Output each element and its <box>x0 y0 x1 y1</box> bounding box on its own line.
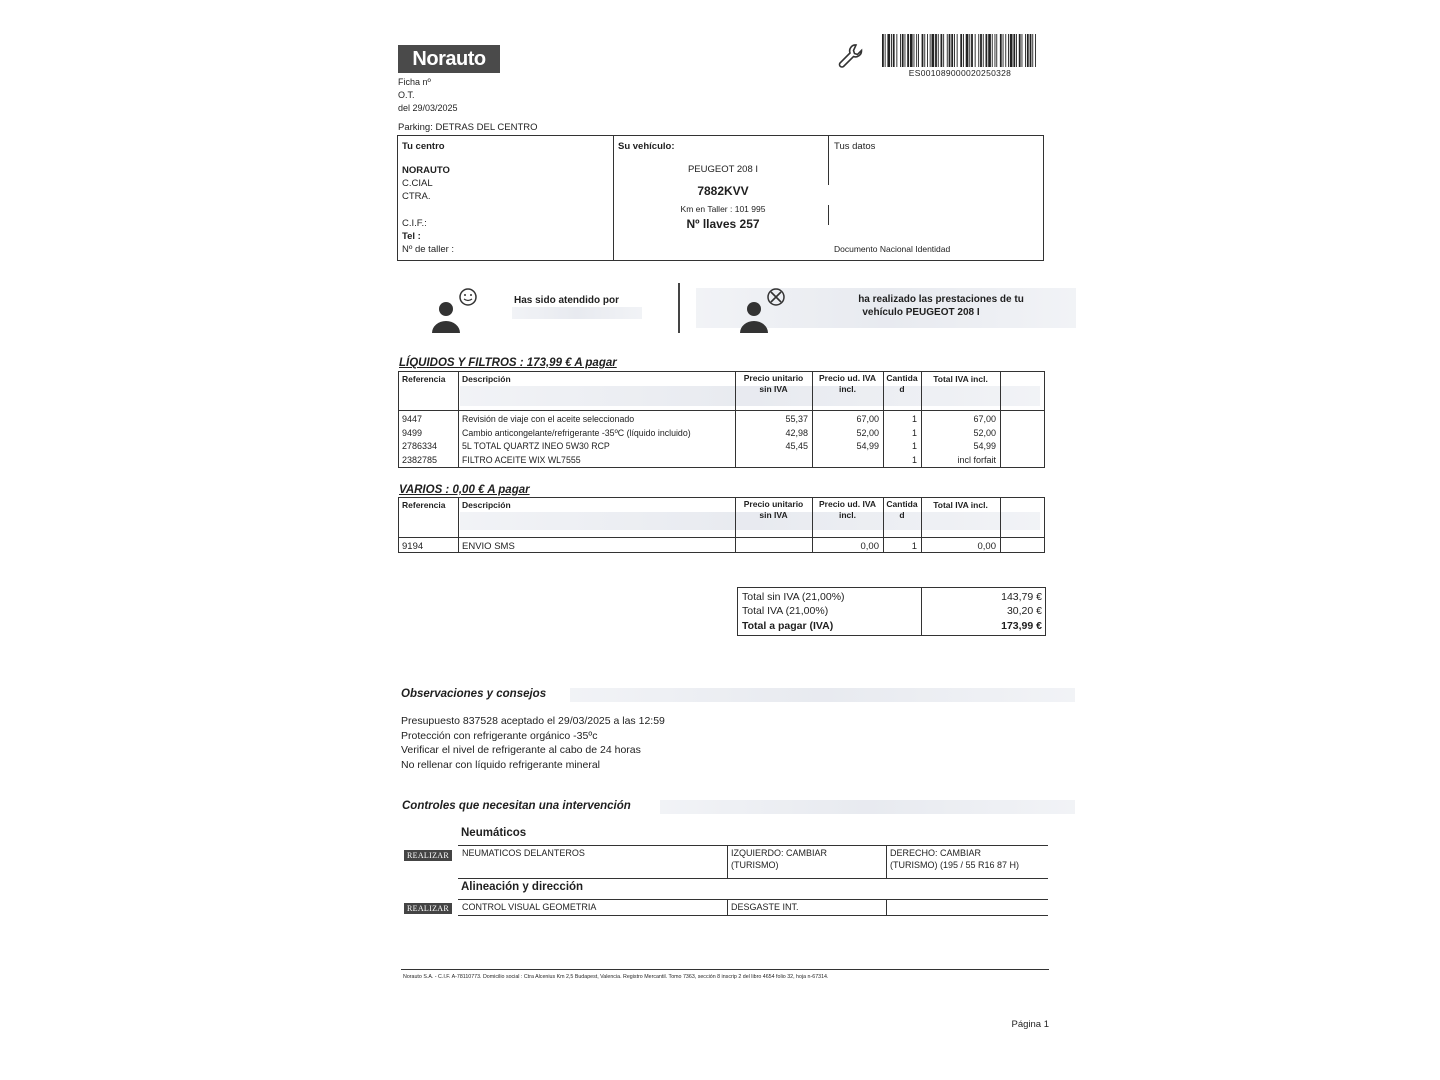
center-taller: Nº de taller : <box>402 244 455 255</box>
barcode-bar <box>943 34 944 67</box>
barcode-bar <box>1022 34 1023 67</box>
barcode-bar <box>980 34 982 67</box>
barcode-bar <box>969 34 970 67</box>
liquids-cell-ref: 9499 <box>402 427 423 438</box>
barcode-bar <box>1016 34 1017 67</box>
barcode-bar <box>938 34 939 67</box>
barcode <box>880 34 1040 68</box>
vehicle-model: PEUGEOT 208 I <box>687 164 759 175</box>
observation-line: No rellenar con líquido refrigerante mineral <box>401 758 601 771</box>
liquids-cell-pu: 55,37 <box>785 414 808 424</box>
barcode-bar <box>957 34 958 67</box>
wrench-icon <box>836 42 864 70</box>
barcode-bar <box>930 34 931 67</box>
barcode-bar <box>927 34 928 67</box>
control-tyres-right: DERECHO: CAMBIAR (TURISMO) (195 / 55 R16 87 H) <box>890 848 1020 870</box>
vehicle-km: Km en Taller : 101 995 <box>680 204 766 214</box>
controls-heading-alignment: Alineación y dirección <box>461 881 584 893</box>
col-qty: Cantida d <box>886 373 918 394</box>
barcode-bar <box>988 34 991 67</box>
control-item-tyres: NEUMATICOS DELANTEROS <box>462 848 585 858</box>
control-item-alignment: CONTROL VISUAL GEOMETRIA <box>462 902 597 912</box>
total-sin-iva-label: Total sin IVA (21,00%) <box>742 591 845 603</box>
varios-total: 0,00 <box>977 541 996 552</box>
barcode-bar <box>1010 34 1013 67</box>
barcode-bar <box>924 34 925 67</box>
barcode-bar <box>1030 34 1032 67</box>
barcode-bar <box>978 34 979 67</box>
liquids-cell-desc: Revisión de viaje con el aceite seleccionado <box>462 414 635 424</box>
varios-title: VARIOS : 0,00 € A pagar <box>399 484 530 496</box>
parking-label: Parking: DETRAS DEL CENTRO <box>398 122 538 133</box>
barcode-bar <box>922 34 924 67</box>
liquids-cell-desc: FILTRO ACEITE WIX WL7555 <box>462 454 581 465</box>
v-col-qty: Cantida d <box>886 499 918 520</box>
vehicle-keys: Nº llaves 257 <box>686 217 760 231</box>
center-tel: Tel : <box>402 231 421 242</box>
barcode-bar <box>882 34 884 67</box>
total-pagar-label: Total a pagar (IVA) <box>742 620 834 632</box>
center-name: NORAUTO <box>402 165 450 176</box>
barcode-bar <box>1008 34 1009 67</box>
v-col-total: Total IVA incl. <box>933 500 988 510</box>
barcode-bar <box>1035 34 1036 67</box>
liquids-cell-ref: 2786334 <box>402 441 438 451</box>
observation-line: Protección con refrigerante orgánico -35ºc <box>401 729 598 742</box>
liquids-cell-ref: 2382785 <box>402 454 438 465</box>
barcode-number: ES001089000020250328 <box>908 68 1012 78</box>
observation-line: Presupuesto 837528 aceptado el 29/03/2025 a las 12:59 <box>401 715 665 727</box>
total-iva: 30,20 € <box>1006 605 1042 617</box>
liquids-cell-qty: 1 <box>911 414 917 424</box>
varios-qty: 1 <box>911 541 917 552</box>
varios-pud: 0,00 <box>860 541 879 552</box>
barcode-bar <box>949 34 951 67</box>
control-tyres-left: IZQUIERDO: CAMBIAR (TURISMO) <box>731 848 828 870</box>
barcode-bar <box>986 34 988 67</box>
realizar-badge: REALIZAR <box>404 903 452 914</box>
v-col-pu: Precio unitario sin IVA <box>743 499 804 520</box>
barcode-bar <box>916 34 917 67</box>
liquids-cell-ref: 9447 <box>402 414 423 424</box>
liquids-title: LÍQUIDOS Y FILTROS : 173,99 € A pagar <box>399 357 617 369</box>
barcode-bar <box>885 34 886 67</box>
liquids-cell-total: 54,99 <box>973 441 996 451</box>
liquids-cell-desc: Cambio anticongelante/refrigerante -35ºC (líquido incluido) <box>462 427 691 438</box>
barcode-bar <box>966 34 969 67</box>
attended-text: Has sido atendido por <box>514 295 620 306</box>
barcode-bar <box>947 34 948 67</box>
liquids-cell-qty: 1 <box>911 454 917 465</box>
barcode-bar <box>963 34 964 67</box>
performed-line2: vehículo PEUGEOT 208 I <box>862 307 980 318</box>
page-number: Página 1 <box>1011 1019 1049 1030</box>
barcode-bar <box>891 34 892 67</box>
observations-title: Observaciones y consejos <box>401 688 547 700</box>
barcode-bar <box>932 34 935 67</box>
barcode-bar <box>954 34 955 67</box>
barcode-bar <box>941 34 943 67</box>
liquids-cell-pud: 54,99 <box>856 441 879 451</box>
liquids-cell-total: 52,00 <box>973 427 996 438</box>
liquids-cell-total: 67,00 <box>973 414 996 424</box>
footer-legal: Norauto S.A. - C.I.F. A-78110773. Domicilio social : Ctra Alcenius Km 2,5 Budapest, Valencia. Registro Mercantil. Tomo 7363, sección 8 inscrip 2 del libro 4654 folio 32, hoja n-67314. <box>403 974 829 980</box>
col-pud: Precio ud. IVA incl. <box>819 373 876 394</box>
redacted-name <box>512 307 642 319</box>
liquids-cell-pu: 42,98 <box>785 427 808 438</box>
barcode-bar <box>992 34 993 67</box>
barcode-bar <box>887 34 890 67</box>
barcode-bar <box>1025 34 1026 67</box>
barcode-bar <box>902 34 904 67</box>
vehicle-plate: 7882KVV <box>697 184 749 198</box>
col-pu: Precio unitario sin IVA <box>743 373 804 394</box>
barcode-bar <box>1013 34 1015 67</box>
barcode-bar <box>1003 34 1004 67</box>
barcode-bar <box>935 34 937 67</box>
barcode-bar <box>1005 34 1006 67</box>
barcode-bar <box>1000 34 1002 67</box>
controls-heading-tyres: Neumáticos <box>461 827 527 839</box>
person-smile-icon <box>428 287 480 335</box>
liquids-cell-pud: 67,00 <box>856 414 879 424</box>
barcode-bar <box>971 34 973 67</box>
barcode-bar <box>951 34 953 67</box>
barcode-bar <box>893 34 895 67</box>
client-dni: Documento Nacional Identidad <box>834 244 951 254</box>
observations-list <box>401 714 665 772</box>
v-col-pud: Precio ud. IVA incl. <box>819 499 876 520</box>
col-desc: Descripción <box>462 374 511 384</box>
total-iva-label: Total IVA (21,00%) <box>742 605 829 617</box>
observation-line: Verificar el nivel de refrigerante al cabo de 24 horas <box>401 744 641 756</box>
vehicle-label: Su vehículo: <box>618 141 675 152</box>
header-info <box>398 76 458 115</box>
liquids-cell-total: incl forfait <box>957 454 996 465</box>
col-total: Total IVA incl. <box>933 374 988 384</box>
client-label: Tus datos <box>834 141 876 152</box>
varios-ref: 9194 <box>402 541 424 552</box>
barcode-bar <box>1032 34 1033 67</box>
performed-line1: ha realizado las prestaciones de tu <box>858 294 1024 305</box>
liquids-cell-pu: 45,45 <box>785 441 808 451</box>
barcode-bar <box>975 34 976 67</box>
barcode-bar <box>960 34 962 67</box>
col-ref: Referencia <box>402 374 446 384</box>
controls-title: Controles que necesitan una intervención <box>402 800 631 812</box>
barcode-bar <box>996 34 997 67</box>
liquids-cell-qty: 1 <box>911 441 917 451</box>
center-line1: C.CIAL <box>402 178 433 189</box>
date-label: del 29/03/2025 <box>398 103 458 113</box>
liquids-cell-qty: 1 <box>911 427 917 438</box>
barcode-bar <box>1027 34 1029 67</box>
v-col-desc: Descripción <box>462 500 511 510</box>
barcode-bar <box>896 34 897 67</box>
center-cif: C.I.F.: <box>402 218 427 229</box>
liquids-cell-desc: 5L TOTAL QUARTZ INEO 5W30 RCP <box>462 441 610 451</box>
mechanic-icon <box>736 287 788 335</box>
ot-label: O.T. <box>398 90 415 100</box>
v-col-ref: Referencia <box>402 500 446 510</box>
barcode-bar <box>900 34 901 67</box>
total-pagar: 173,99 € <box>1001 620 1042 632</box>
center-line2: CTRA. <box>402 191 431 202</box>
ficha-label: Ficha nº <box>398 77 431 87</box>
total-sin-iva: 143,79 € <box>1001 591 1042 603</box>
barcode-bar <box>1019 34 1021 67</box>
varios-desc: ENVIO SMS <box>462 541 515 552</box>
barcode-bar <box>995 34 996 67</box>
liquids-cell-pud: 52,00 <box>856 427 879 438</box>
barcode-bar <box>905 34 906 67</box>
control-alignment-note: DESGASTE INT. <box>731 902 799 912</box>
center-label: Tu centro <box>402 141 445 152</box>
barcode-bar <box>918 34 919 67</box>
barcode-bar <box>914 34 915 67</box>
barcode-bar <box>907 34 909 67</box>
barcode-bar <box>983 34 984 67</box>
realizar-badge: REALIZAR <box>404 850 452 861</box>
norauto-logo: Norauto <box>398 45 500 73</box>
barcode-bar <box>910 34 913 67</box>
